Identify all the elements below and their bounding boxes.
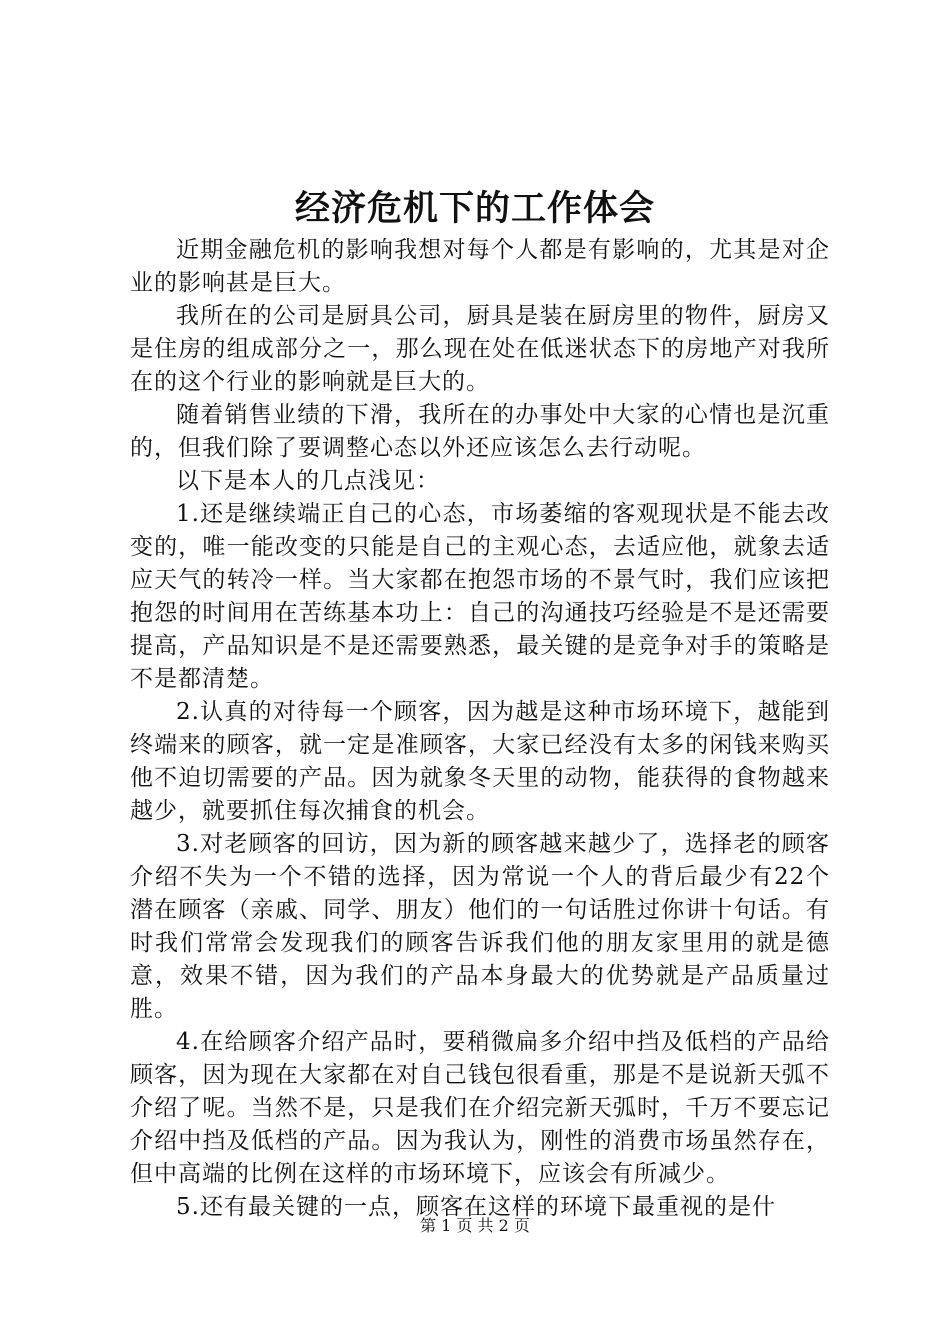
document-title: 经济危机下的工作体会 [294,188,655,229]
page-number-footer: 第 1 页 共 2 页 [420,1216,530,1235]
paragraph-point-1: 1.还是继续端正自己的心态，市场萎缩的客观现状是不能去改变的，唯一能改变的只能是自己的主观心态，去适应他，就象去适应天气的转冷一样。当大家都在抱怨市场的不景气时，我们应该把抱怨的时间用在苦练基本功上：自己的沟通技巧经验是不是还需要提高，产品知识是不是还需要熟悉，最关键的是竞争对手的策略是不是都清楚。 [130,501,830,692]
paragraph-company: 我所在的公司是厨具公司，厨具是装在厨房里的物件，厨房又是住房的组成部分之一，那么现在处在低迷状态下的房地产对我所在的这个行业的影响就是巨大的。 [130,303,830,395]
paragraph-intro: 近期金融危机的影响我想对每个人都是有影响的，尤其是对企业的影响甚是巨大。 [130,237,830,296]
paragraph-point-5: 5.还有最关键的一点，顾客在这样的环境下最重视的是什 [176,1194,776,1220]
paragraph-point-4: 4.在给顾客介绍产品时，要稍微扁多介绍中挡及低档的产品给顾客，因为现在大家都在对自己钱包很看重，那是不是说新天弧不介绍了呢。当然不是，只是我们在介绍完新天弧时，千万不要忘记介绍中挡及低档的产品。因为我认为，刚性的消费市场虽然存在，但中高端的比例在这样的市场环境下，应该会有所减少。 [130,1029,830,1187]
paragraph-point-2: 2.认真的对待每一个顾客，因为越是这种市场环境下，越能到终端来的顾客，就一定是准顾客，大家已经没有太多的闲钱来购买他不迫切需要的产品。因为就象冬天里的动物，能获得的食物越来越少，就要抓住每次捕食的机会。 [130,699,830,824]
paragraph-point-3: 3.对老顾客的回访，因为新的顾客越来越少了，选择老的顾客介绍不失为一个不错的选择，因为常说一个人的背后最少有22个潜在顾客（亲戚、同学、朋友）他们的一句话胜过你讲十句话。有时我们常常会发现我们的顾客告诉我们他的朋友家里用的就是德意，效果不错，因为我们的产品本身最大的优势就是产品质量过胜。 [130,831,830,1022]
document-body [130,234,830,1224]
paragraph-opinions-lead: 以下是本人的几点浅见： [176,468,440,494]
paragraph-sales: 随着销售业绩的下滑，我所在的办事处中大家的心情也是沉重的，但我们除了要调整心态以外还应该怎么去行动呢。 [130,402,830,461]
